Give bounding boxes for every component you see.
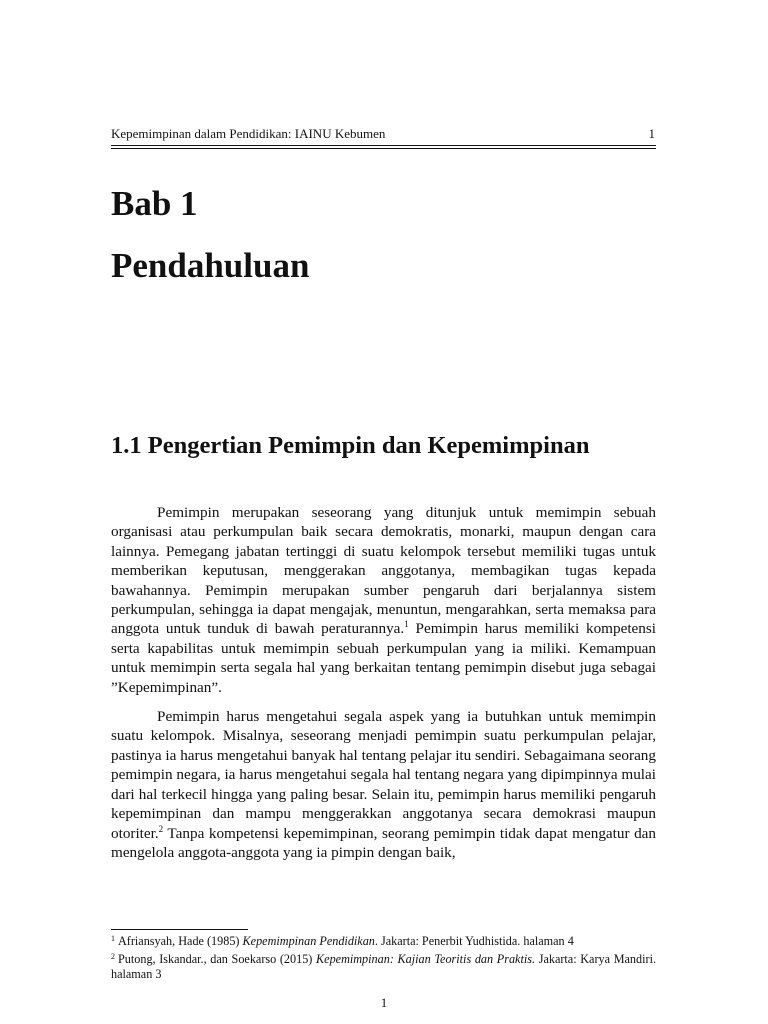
paragraph-2-text-a: Pemimpin harus mengetahui segala aspek yang ia butuhkan untuk memimpin suatu kelompok. Misalnya, seseorang menjadi pemimpin suatu perkumpulan pelajar, pastinya ia harus mengetahui banyak hal tentang pelajar itu sendiri. Sebagaimana seorang pemimpin negara, ia harus mengetahui segala hal tentang negara yang dipimpinnya mulai dari hal terkecil hingga yang paling besar. Selain itu, pemimpin harus memiliki pengaruh kepemimpinan dan mampu menggerakkan anggotanya secara demokrasi maupun otoriter. [111,708,656,842]
footnote-1-number: 1 [111,934,115,943]
paragraph-2 [111,707,656,862]
footnote-1 [111,934,656,950]
footnote-2-before: Putong, Iskandar., dan Soekarso (2015) [118,951,317,966]
chapter-title: Pendahuluan [111,246,310,285]
paragraph-1-text-a: Pemimpin merupakan seseorang yang ditunjuk untuk memimpin sebuah organisasi atau perkumpulan baik secara demokratis, monarki, maupun dengan cara lainnya. Pemegang jabatan tertinggi di suatu kelompok tersebut memiliki tugas untuk memberikan keputusan, menggerakan anggotanya, membagikan tugas kepada bawahannya. Pemimpin merupakan sumber pengaruh dari berjalannya sistem perkumpulan, sehingga ia dapat mengajak, menuntun, mengarahkan, serta memaksa para anggota untuk tunduk di bawah peraturannya. [111,504,656,638]
running-header [111,126,655,142]
paragraph-2-text-b: Tanpa kompetensi kepemimpinan, seorang pemimpin tidak dapat mengatur dan mengelola anggota-anggota yang ia pimpin dengan baik, [111,824,656,861]
footnotes [111,934,656,985]
section-heading: 1.1 Pengertian Pemimpin dan Kepemimpinan [111,432,590,459]
footer-page-number: 1 [380,995,388,1010]
footnote-separator [111,929,248,930]
footnote-2-title: Kepemimpinan: Kajian Teoritis dan Praktis. [316,951,536,966]
footnote-ref-1: 1 [404,619,409,630]
paragraph-1-text-b: Pemimpin harus memiliki kompetensi serta kapabilitas untuk memimpin sebuah perkumpulan yang ia miliki. Kemampuan untuk memimpin serta segala hal yang berkaitan tentang pemimpin disebut juga sebagai ”Kepemimpinan”. [111,620,657,696]
chapter-label: Bab 1 [111,184,198,223]
footnote-1-before: Afriansyah, Hade (1985) [118,934,243,948]
footnote-1-title: Kepemimpinan Pendidikan [242,934,375,948]
running-title: Kepemimpinan dalam Pendidikan: IAINU Kebumen [111,126,386,141]
footnote-2-after: Jakarta: Karya Mandiri. halaman 3 [111,951,656,981]
footnote-1-after: . Jakarta: Penerbit Yudhistida. halaman 4 [374,934,574,948]
footnote-ref-2: 2 [158,823,164,834]
header-rule-bottom [111,148,656,149]
header-rule-top [111,145,656,146]
paragraph-1 [111,503,656,697]
footnote-2-number: 2 [111,951,115,961]
header-page-number: 1 [648,126,655,141]
body-text [111,503,656,872]
footnote-2 [111,952,656,983]
